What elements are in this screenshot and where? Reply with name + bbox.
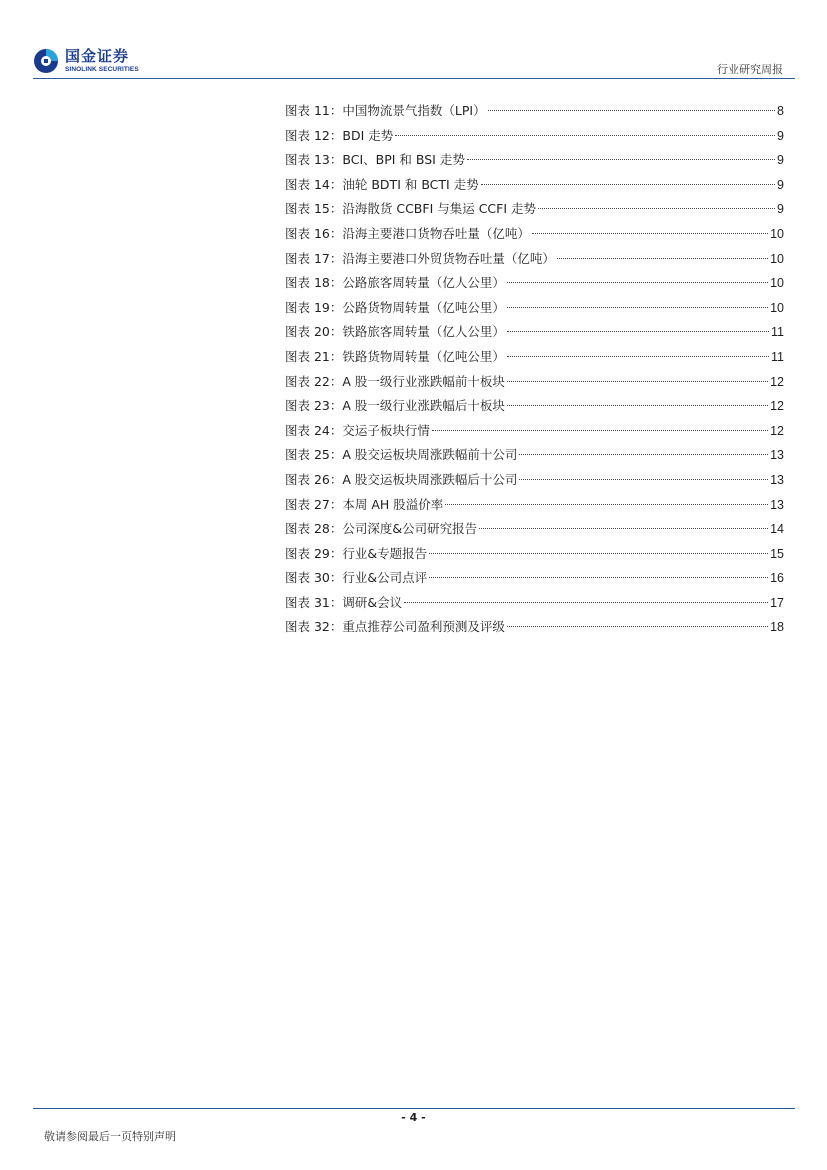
toc-dot-leader bbox=[519, 479, 768, 480]
toc-entry-title: 图表 20：铁路旅客周转量（亿人公里） bbox=[285, 324, 505, 340]
toc-entry-page: 13 bbox=[770, 448, 784, 463]
toc-entry[interactable] bbox=[285, 615, 784, 640]
toc-entry[interactable] bbox=[285, 320, 784, 345]
toc-entry-page: 15 bbox=[770, 546, 784, 561]
toc-entry-title: 图表 30：行业&公司点评 bbox=[285, 570, 428, 586]
toc-entry-title: 图表 19：公路货物周转量（亿吨公里） bbox=[285, 299, 505, 315]
toc-entry-page: 10 bbox=[770, 300, 784, 315]
toc-entry-page: 13 bbox=[770, 472, 784, 487]
toc-entry-title: 图表 28：公司深度&公司研究报告 bbox=[285, 521, 478, 537]
disclaimer-note: 敬请参阅最后一页特别声明 bbox=[44, 1130, 176, 1143]
toc-entry[interactable] bbox=[285, 566, 784, 591]
toc-entry[interactable] bbox=[285, 443, 784, 468]
toc-entry[interactable] bbox=[285, 173, 784, 198]
toc-entry-title: 图表 31：调研&会议 bbox=[285, 594, 403, 610]
toc-dot-leader bbox=[507, 282, 768, 283]
toc-entry-title: 图表 23：A 股一级行业涨跌幅后十板块 bbox=[285, 398, 505, 414]
toc-dot-leader bbox=[507, 381, 768, 382]
toc-dot-leader bbox=[532, 233, 768, 234]
toc-entry-title: 图表 13：BCI、BPI 和 BSI 走势 bbox=[285, 152, 465, 168]
toc-entry-title: 图表 16：沿海主要港口货物吞吐量（亿吨） bbox=[285, 225, 530, 241]
toc-entry[interactable] bbox=[285, 345, 784, 370]
toc-dot-leader bbox=[519, 454, 768, 455]
toc-entry-page: 12 bbox=[770, 423, 784, 438]
toc-entry-page: 11 bbox=[771, 349, 784, 364]
toc-dot-leader bbox=[507, 405, 768, 406]
toc-dot-leader bbox=[557, 258, 768, 259]
sinolink-logo-icon bbox=[33, 48, 59, 74]
toc-entry-title: 图表 18：公路旅客周转量（亿人公里） bbox=[285, 275, 505, 291]
toc-entry[interactable] bbox=[285, 222, 784, 247]
toc-entry-title: 图表 12：BDI 走势 bbox=[285, 127, 394, 143]
toc-entry-title: 图表 25：A 股交运板块周涨跌幅前十公司 bbox=[285, 447, 518, 463]
logo-english-name: SINOLINK SECURITIES bbox=[65, 66, 139, 73]
toc-entry-page: 8 bbox=[777, 104, 784, 118]
figure-index-list bbox=[285, 99, 784, 640]
toc-dot-leader bbox=[507, 331, 769, 332]
toc-entry-page: 12 bbox=[770, 399, 784, 414]
page-header bbox=[0, 0, 827, 80]
toc-entry[interactable] bbox=[285, 468, 784, 493]
toc-entry-title: 图表 26：A 股交运板块周涨跌幅后十公司 bbox=[285, 471, 518, 487]
toc-entry[interactable] bbox=[285, 99, 784, 124]
toc-dot-leader bbox=[395, 135, 775, 136]
toc-entry[interactable] bbox=[285, 271, 784, 296]
toc-dot-leader bbox=[488, 110, 775, 111]
toc-entry-title: 图表 24：交运子板块行情 bbox=[285, 422, 430, 438]
toc-dot-leader bbox=[507, 356, 769, 357]
toc-entry-title: 图表 14：油轮 BDTI 和 BCTI 走势 bbox=[285, 176, 479, 192]
toc-entry-title: 图表 15：沿海散货 CCBFI 与集运 CCFI 走势 bbox=[285, 201, 537, 217]
toc-entry-page: 13 bbox=[770, 497, 784, 512]
toc-entry[interactable] bbox=[285, 493, 784, 518]
toc-entry-page: 9 bbox=[777, 177, 784, 192]
toc-dot-leader bbox=[467, 159, 775, 160]
toc-entry[interactable] bbox=[285, 370, 784, 395]
toc-dot-leader bbox=[432, 430, 768, 431]
toc-dot-leader bbox=[429, 577, 768, 578]
toc-entry[interactable] bbox=[285, 591, 784, 616]
toc-entry[interactable] bbox=[285, 124, 784, 149]
toc-entry-page: 9 bbox=[777, 128, 784, 143]
toc-entry[interactable] bbox=[285, 197, 784, 222]
toc-entry-page: 9 bbox=[777, 153, 784, 168]
toc-entry-title: 图表 27：本周 AH 股溢价率 bbox=[285, 496, 444, 512]
toc-dot-leader bbox=[507, 626, 768, 627]
header-divider bbox=[33, 78, 795, 79]
toc-dot-leader bbox=[445, 504, 768, 505]
toc-entry-page: 17 bbox=[770, 595, 784, 610]
toc-entry-page: 12 bbox=[770, 374, 784, 389]
toc-entry[interactable] bbox=[285, 542, 784, 567]
toc-entry[interactable] bbox=[285, 296, 784, 321]
page-number: - 4 - bbox=[401, 1111, 426, 1124]
toc-entry-page: 10 bbox=[770, 226, 784, 241]
toc-entry-title: 图表 22：A 股一级行业涨跌幅前十板块 bbox=[285, 373, 505, 389]
toc-entry-title: 图表 29：行业&专题报告 bbox=[285, 545, 428, 561]
toc-dot-leader bbox=[481, 184, 775, 185]
footer-divider bbox=[33, 1108, 795, 1109]
toc-entry[interactable] bbox=[285, 148, 784, 173]
toc-entry-page: 14 bbox=[770, 522, 784, 537]
toc-entry-page: 16 bbox=[770, 571, 784, 586]
toc-dot-leader bbox=[507, 307, 768, 308]
toc-dot-leader bbox=[404, 602, 768, 603]
toc-entry-page: 18 bbox=[770, 620, 784, 635]
logo-chinese-name: 国金证券 bbox=[65, 47, 130, 65]
toc-entry[interactable] bbox=[285, 394, 784, 419]
toc-entry-page: 10 bbox=[770, 276, 784, 291]
toc-entry-title: 图表 17：沿海主要港口外贸货物吞吐量（亿吨） bbox=[285, 250, 555, 266]
company-logo bbox=[33, 46, 153, 78]
report-type-label: 行业研究周报 bbox=[717, 63, 783, 76]
toc-dot-leader bbox=[538, 208, 775, 209]
toc-entry-title: 图表 21：铁路货物周转量（亿吨公里） bbox=[285, 348, 505, 364]
toc-entry[interactable] bbox=[285, 419, 784, 444]
toc-entry-page: 10 bbox=[770, 251, 784, 266]
toc-entry[interactable] bbox=[285, 247, 784, 272]
toc-dot-leader bbox=[479, 528, 768, 529]
toc-entry-title: 图表 11：中国物流景气指数（LPI） bbox=[285, 103, 486, 118]
toc-entry-title: 图表 32：重点推荐公司盈利预测及评级 bbox=[285, 619, 505, 635]
toc-entry-page: 9 bbox=[777, 202, 784, 217]
toc-dot-leader bbox=[429, 553, 768, 554]
toc-entry-page: 11 bbox=[771, 325, 784, 340]
toc-entry[interactable] bbox=[285, 517, 784, 542]
